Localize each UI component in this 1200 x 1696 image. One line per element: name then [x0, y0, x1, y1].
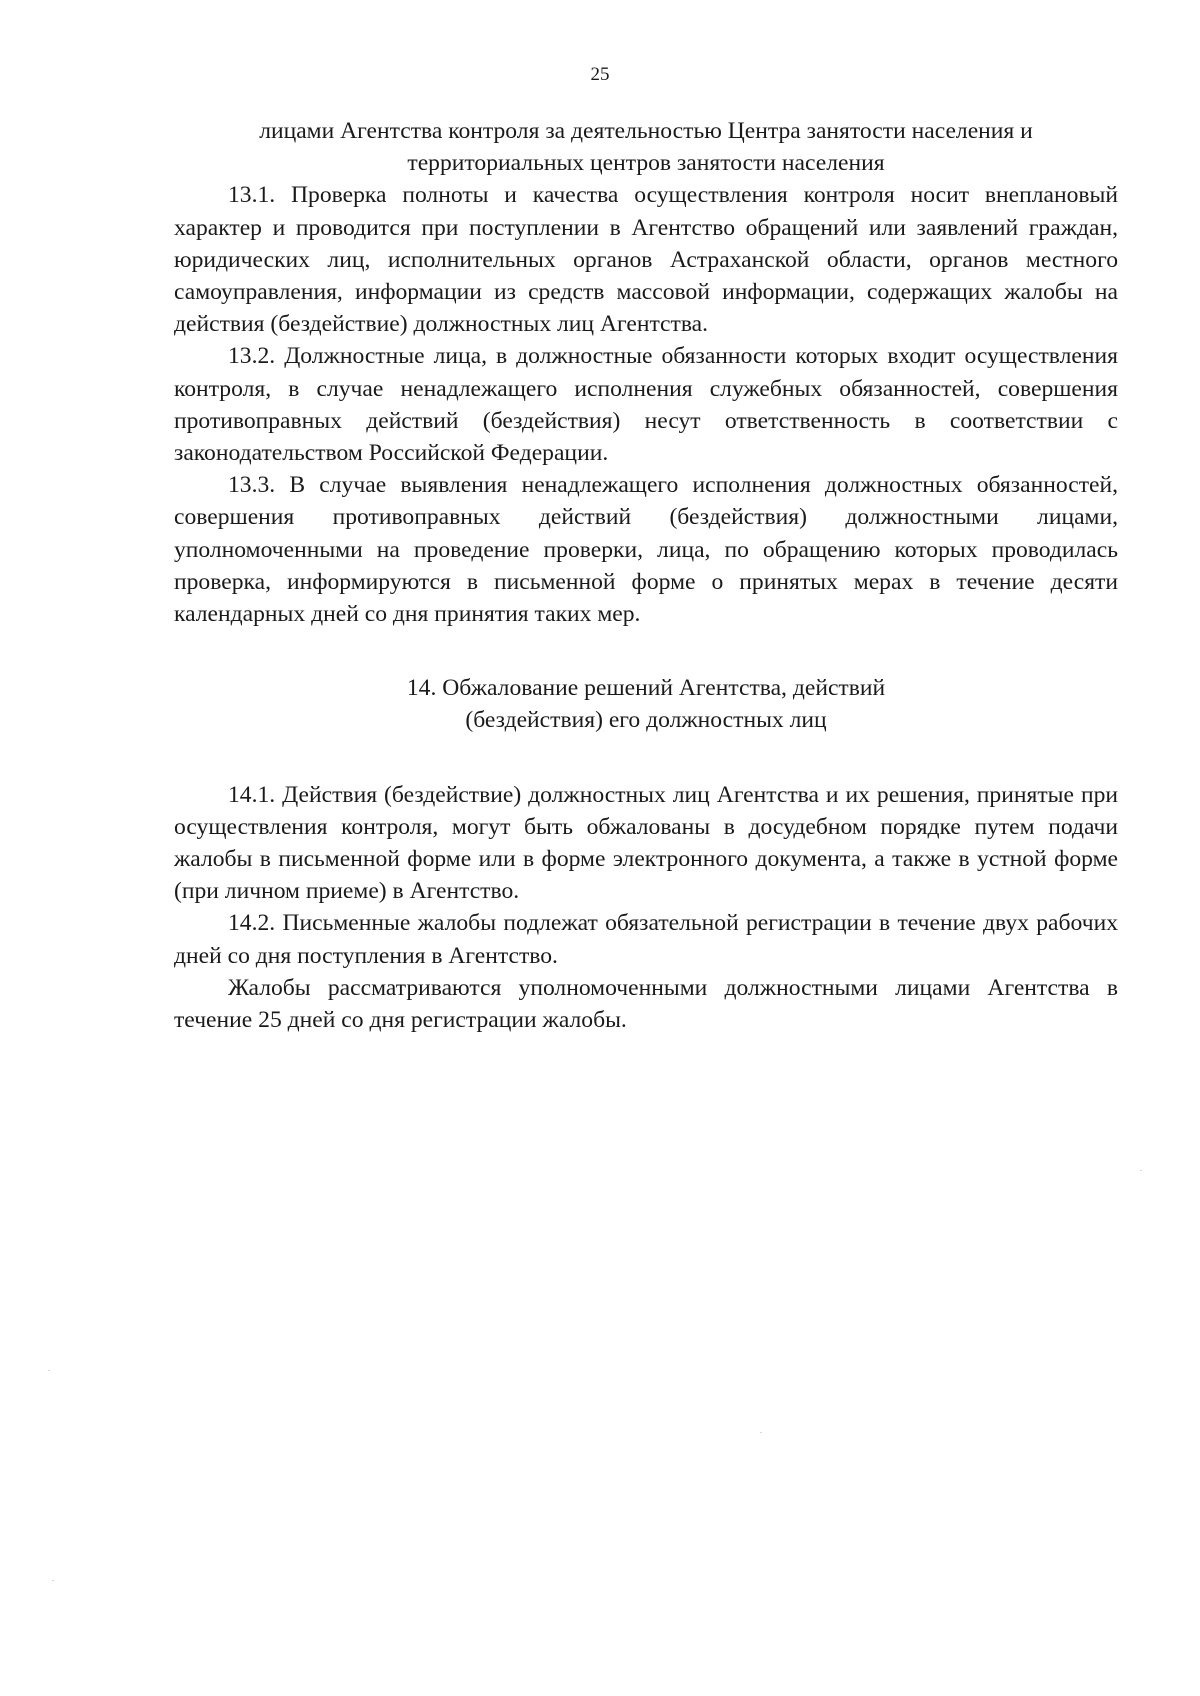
paragraph-14-2: 14.2. Письменные жалобы подлежат обязательной регистрации в течение двух рабочих дней со дня поступления в Агентство. [174, 910, 1118, 969]
paragraph-13-1: 13.1. Проверка полноты и качества осуществления контроля носит внеплановый характер и проводится при поступлении в Агентство обращений или заявлений граждан, юридических лиц, исполнительных органов Астраханской области, органов местного самоуправления, информации из средств массовой информации, содержащих жалобы на действия (бездействие) должностных лиц Агентства. [174, 182, 1118, 338]
page-number: 25 [590, 64, 610, 85]
section-14-heading [174, 672, 1118, 736]
scan-speck [1140, 1170, 1142, 1171]
section-spacer [174, 737, 1118, 779]
section-13-heading-continuation [174, 115, 1118, 179]
section-spacer [174, 630, 1118, 672]
scan-speck [760, 1432, 762, 1433]
scan-speck [52, 1580, 54, 1581]
paragraph-13-3: 13.3. В случае выявления ненадлежащего исполнения должностных обязанностей, совершения противоправных действий (бездействия) должностными лицами, уполномоченными на проведение проверки, лица, по обращению которых проводилась проверка, информируются в письменной форме о принятых мерах в течение десяти календарных дней со дня принятия таких мер. [174, 472, 1118, 628]
paragraph-13-2: 13.2. Должностные лица, в должностные обязанности которых входит осуществления контроля, в случае ненадлежащего исполнения служебных обязанностей, совершения противоправных действий (бездействия) несут ответственность в соответствии с законодательством Российской Федерации. [174, 343, 1118, 467]
section-14-heading-line-2: (бездействия) его должностных лиц [465, 707, 827, 734]
paragraph-14-3: Жалобы рассматриваются уполномоченными должностными лицами Агентства в течение 25 дней со дня регистрации жалобы. [174, 974, 1118, 1034]
heading-line-1: лицами Агентства контроля за деятельностью Центра занятости населения и [259, 118, 1033, 144]
document-body [174, 115, 1118, 1036]
heading-line-2: территориальных центров занятости населения [407, 150, 885, 177]
scan-speck [48, 1370, 50, 1371]
paragraph-14-1: 14.1. Действия (бездействие) должностных лиц Агентства и их решения, принятые при осуществления контроля, могут быть обжалованы в досудебном порядке путем подачи жалобы в письменной форме или в форме электронного документа, а также в устной форме (при личном приеме) в Агентство. [174, 781, 1118, 905]
section-14-heading-line-1: 14. Обжалование решений Агентства, действий [406, 675, 886, 702]
